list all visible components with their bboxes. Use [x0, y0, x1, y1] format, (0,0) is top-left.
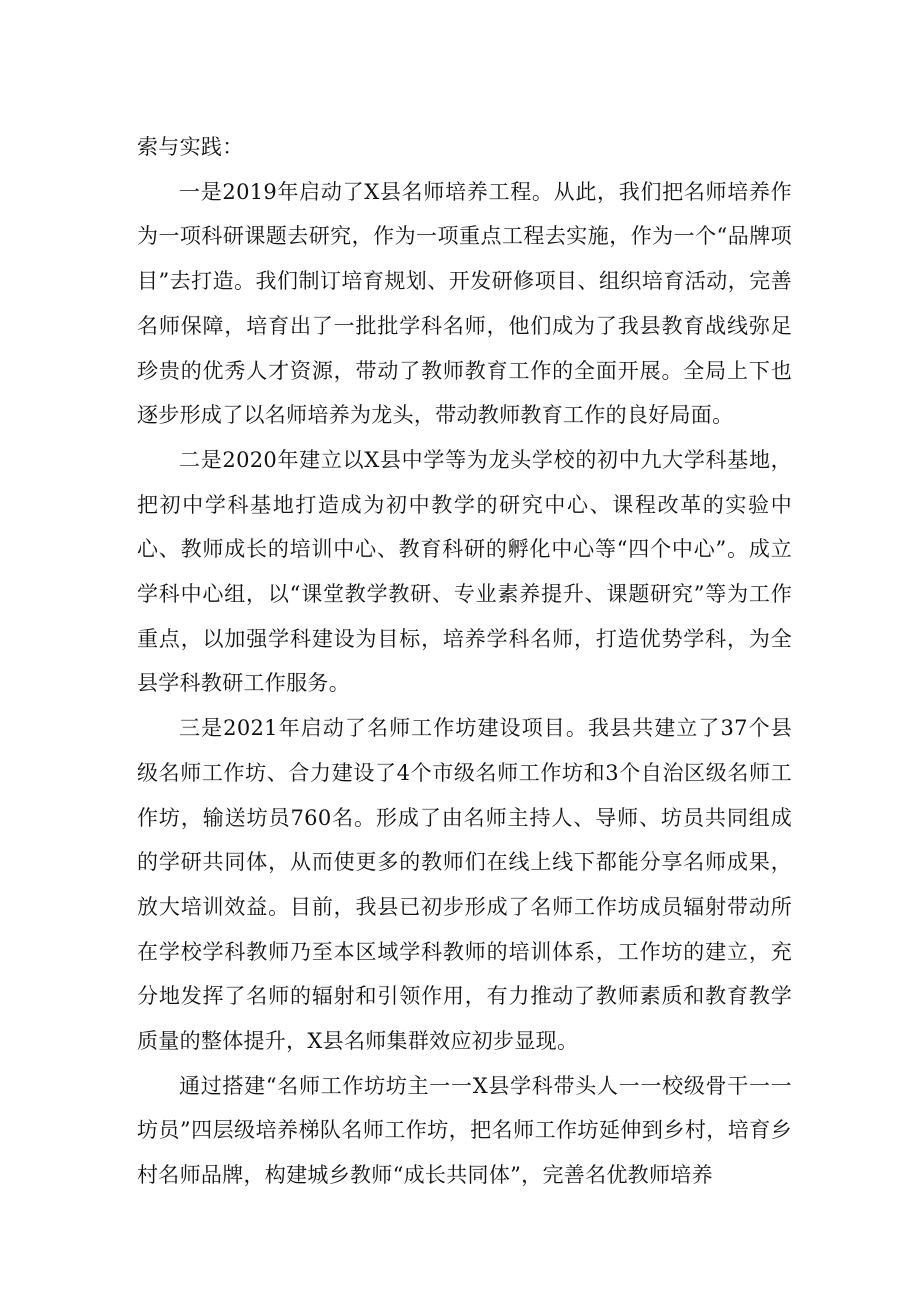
paragraph-intro: 索与实践： — [137, 135, 244, 159]
paragraph-2019-project: 一是2019年启动了X县名师培养工程。从此，我们把名师培养作为一项科研课题去研究，作为一项重点工程去实施，作为一个“品牌项目”去打造。我们制订培育规划、开发研修项目、组织培育活动，完善名师保障，培育出了一批批学科名师，他们成为了我县教育战线弥足珍贵的优秀人才资源，带动了教师教育工作的全面开展。全局上下也逐步形成了以名师培养为龙头，带动教师教育工作的良好局面。 — [137, 179, 792, 428]
paragraph-2020-subject-base: 二是2020年建立以X县中学等为龙头学校的初中九大学科基地，把初中学科基地打造成为初中教学的研究中心、课程改革的实验中心、教师成长的培训中心、教育科研的孵化中心等“四个中心”。成立学科中心组，以“课堂教学教研、专业素养提升、课题研究”等为工作重点，以加强学科建设为目标，培养学科名师，打造优势学科，为全县学科教研工作服务。 — [137, 447, 792, 696]
paragraph-2021-workshop: 三是2021年启动了名师工作坊建设项目。我县共建立了37个县级名师工作坊、合力建设了4个市级名师工作坊和3个自治区级名师工作坊，输送坊员760名。形成了由名师主持人、导师、坊员共同组成的学研共同体，从而使更多的教师们在线上线下都能分享名师成果，放大培训效益。目前，我县已初步形成了名师工作坊成员辐射带动所在学校学科教师乃至本区域学科教师的培训体系，工作坊的建立，充分地发挥了名师的辐射和引领作用，有力推动了教师素质和教育教学质量的整体提升，X县名师集群效应初步显现。 — [137, 716, 792, 1054]
document-body — [137, 125, 792, 1198]
paragraph-training-tiers: 通过搭建“名师工作坊坊主一一X县学科带头人一一校级骨干一一坊员”四层级培养梯队名师工作坊，把名师工作坊延伸到乡村，培育乡村名师品牌，构建城乡教师“成长共同体”，完善名优教师培养 — [137, 1073, 792, 1188]
